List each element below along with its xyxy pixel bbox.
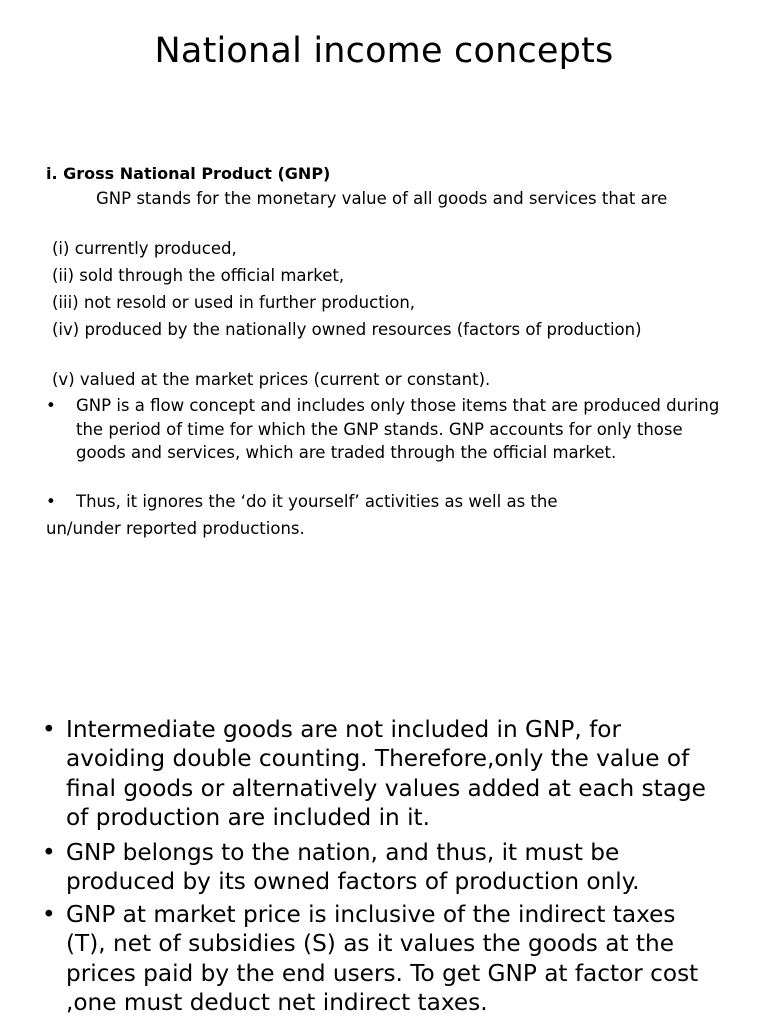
gnp-criterion-text: (iv) produced by the nationally owned resources (factors of production) xyxy=(52,320,642,339)
bullet-icon: • xyxy=(42,716,56,743)
gnp-bullet-continuation: un/under reported productions. xyxy=(46,519,305,538)
gnp-criterion xyxy=(52,368,742,392)
page-title: National income concepts xyxy=(154,31,614,71)
bullet-icon: • xyxy=(46,396,56,415)
gnp-criterion-text: (v) valued at the market prices (current or constant). xyxy=(52,370,491,389)
gnp-criterion xyxy=(52,318,652,342)
gnp-bullet-text: GNP is a flow concept and includes only those items that are produced during the period of time for which the GNP stands. GNP accounts for only those goods and services, which are traded through the official market. xyxy=(76,396,720,462)
gnp-bullet xyxy=(46,394,726,465)
gnp-point-text: GNP belongs to the nation, and thus, it must be produced by its owned factors of production only. xyxy=(66,839,640,896)
gnp-criterion xyxy=(52,237,742,261)
gnp-point-text: Intermediate goods are not included in GNP, for avoiding double counting. Therefore,only the value of final goods or alternatively values added at each stage of production are included in it. xyxy=(66,716,706,831)
gnp-heading: i. Gross National Product (GNP) xyxy=(46,164,331,183)
gnp-point xyxy=(42,838,722,897)
gnp-intro xyxy=(76,187,716,211)
gnp-criterion xyxy=(52,264,742,288)
gnp-intro-text: GNP stands for the monetary value of all goods and services that are xyxy=(96,189,668,208)
bullet-icon: • xyxy=(46,492,56,511)
gnp-criterion xyxy=(52,291,742,315)
gnp-bullet-text: Thus, it ignores the ‘do it yourself’ activities as well as the xyxy=(76,492,558,511)
gnp-bullet xyxy=(46,490,726,514)
gnp-criterion-text: (i) currently produced, xyxy=(52,239,237,258)
gnp-point-text: GNP at market price is inclusive of the indirect taxes (T), net of subsidies (S) as it values the goods at the prices paid by the end users. To get GNP at factor cost ,one must deduct net indirect taxes. xyxy=(66,901,699,1016)
gnp-criterion-text: (ii) sold through the official market, xyxy=(52,266,345,285)
gnp-point xyxy=(42,715,722,832)
gnp-point xyxy=(42,900,722,1017)
bullet-icon: • xyxy=(42,901,56,928)
bullet-icon: • xyxy=(42,839,56,866)
gnp-criterion-text: (iii) not resold or used in further production, xyxy=(52,293,416,312)
